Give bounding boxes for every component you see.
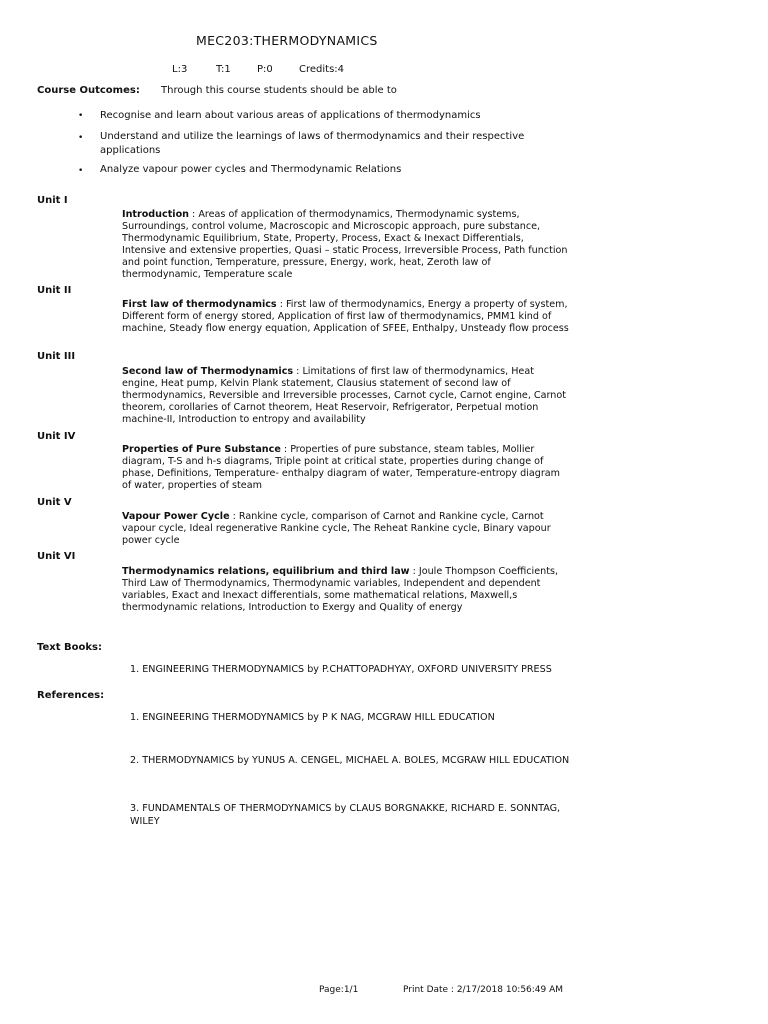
unit-separator: : [280, 444, 291, 455]
unit-topics: Rankine cycle, comparison of Carnot and Rankine cycle, Carnot vapour cycle, Ideal regenerative Rankine cycle, The Reheat Rankine cycle, Binary vapour power cycle [122, 511, 551, 546]
unit-heading: First law of thermodynamics [122, 299, 277, 310]
outcome-item: Recognise and learn about various areas of applications of thermodynamics [100, 110, 481, 121]
page-number: Page:1/1 [319, 985, 359, 995]
print-date: Print Date : 2/17/2018 10:56:49 AM [403, 985, 564, 995]
course-outcomes-label: Course Outcomes: [37, 85, 140, 96]
unit-label: Unit IV [37, 431, 76, 442]
unit-topics: Areas of application of thermodynamics, Thermodynamic systems, Surroundings, control volume, Macroscopic and Microscopic approach, pure substance, Thermodynamic Equilibrium, State, Property, Process, Exact & Inexact Differentials, Intensive and extensive properties, Quasi – static Process, Irreversible Process, Path function and point function, Temperature, pressure, Energy, work, heat, Zeroth law of thermodynamic, Temperature scale [122, 209, 568, 280]
outcome-item: Understand and utilize the learnings of laws of thermodynamics and their respective applications [100, 131, 525, 156]
course-title: MEC203:THERMODYNAMICS [196, 33, 378, 48]
practical-hours: P:0 [257, 64, 273, 75]
unit-separator: : [276, 299, 286, 310]
text-books-label: Text Books: [37, 642, 102, 653]
bullet-icon: • [78, 166, 84, 176]
unit-label: Unit I [37, 195, 68, 206]
unit-topics: First law of thermodynamics, Energy a property of system, Different form of energy stored, Application of first law of thermodynamics, PMM1 kind of machine, Steady flow energy equation, Application of SFEE, Enthalpy, Unsteady flow process [122, 299, 569, 334]
unit-topics: Joule Thompson Coefficients, Third Law of Thermodynamics, Thermodynamic variables, Independent and dependent variables, Exact and Inexact differentials, some mathematical relations, Maxwell,s thermodynamic relations, Introduction to Exergy and Quality of energy [122, 566, 559, 613]
unit-heading: Introduction [122, 209, 189, 220]
unit-heading: Thermodynamics relations, equilibrium and third law [122, 566, 410, 577]
unit-label: Unit VI [37, 551, 76, 562]
unit-label: Unit II [37, 285, 72, 296]
unit-content [122, 566, 570, 614]
unit-separator: : [409, 566, 419, 577]
unit-label: Unit III [37, 351, 76, 362]
unit-topics: Properties of pure substance, steam tables, Mollier diagram, T-S and h-s diagrams, Triple point at critical state, properties during change of phase, Definitions, Temperature- enthalpy diagram of water, Temperature-entropy diagram of water, properties of steam [122, 444, 561, 491]
outcome-item: Analyze vapour power cycles and Thermodynamic Relations [100, 164, 402, 175]
reference-item: 3. FUNDAMENTALS OF THERMODYNAMICS by CLAUS BORGNAKKE, RICHARD E. SONNTAG, WILEY [130, 803, 561, 827]
unit-heading: Second law of Thermodynamics [122, 366, 294, 377]
unit-content [122, 299, 570, 335]
unit-label: Unit V [37, 497, 72, 508]
references-label: References: [37, 690, 105, 701]
course-outcomes-intro: Through this course students should be able to [161, 85, 397, 96]
text-book-item: 1. ENGINEERING THERMODYNAMICS by P.CHATTOPADHYAY, OXFORD UNIVERSITY PRESS [130, 664, 552, 675]
reference-item: 1. ENGINEERING THERMODYNAMICS by P K NAG, MCGRAW HILL EDUCATION [130, 712, 495, 723]
unit-heading: Properties of Pure Substance [122, 444, 281, 455]
unit-separator: : [229, 511, 239, 522]
unit-content [122, 209, 570, 280]
bullet-icon: • [78, 133, 84, 143]
unit-separator: : [189, 209, 199, 220]
unit-separator: : [293, 366, 303, 377]
reference-item: 2. THERMODYNAMICS by YUNUS A. CENGEL, MICHAEL A. BOLES, MCGRAW HILL EDUCATION [130, 755, 570, 766]
unit-heading: Vapour Power Cycle [122, 511, 230, 522]
unit-content [122, 366, 570, 426]
lecture-hours: L:3 [172, 64, 188, 75]
credits-count: Credits:4 [299, 64, 345, 75]
unit-content [122, 444, 570, 492]
unit-content [122, 511, 570, 547]
bullet-icon: • [78, 111, 84, 121]
unit-topics: Limitations of first law of thermodynamics, Heat engine, Heat pump, Kelvin Plank statement, Clausius statement of second law of thermodynamics, Reversible and Irreversible processes, Carnot cycle, Carnot engine, Carnot theorem, corollaries of Carnot theorem, Heat Reservoir, Refrigerator, Perpetual motion machine-II, Introduction to entropy and availability [122, 366, 566, 425]
tutorial-hours: T:1 [216, 64, 231, 75]
